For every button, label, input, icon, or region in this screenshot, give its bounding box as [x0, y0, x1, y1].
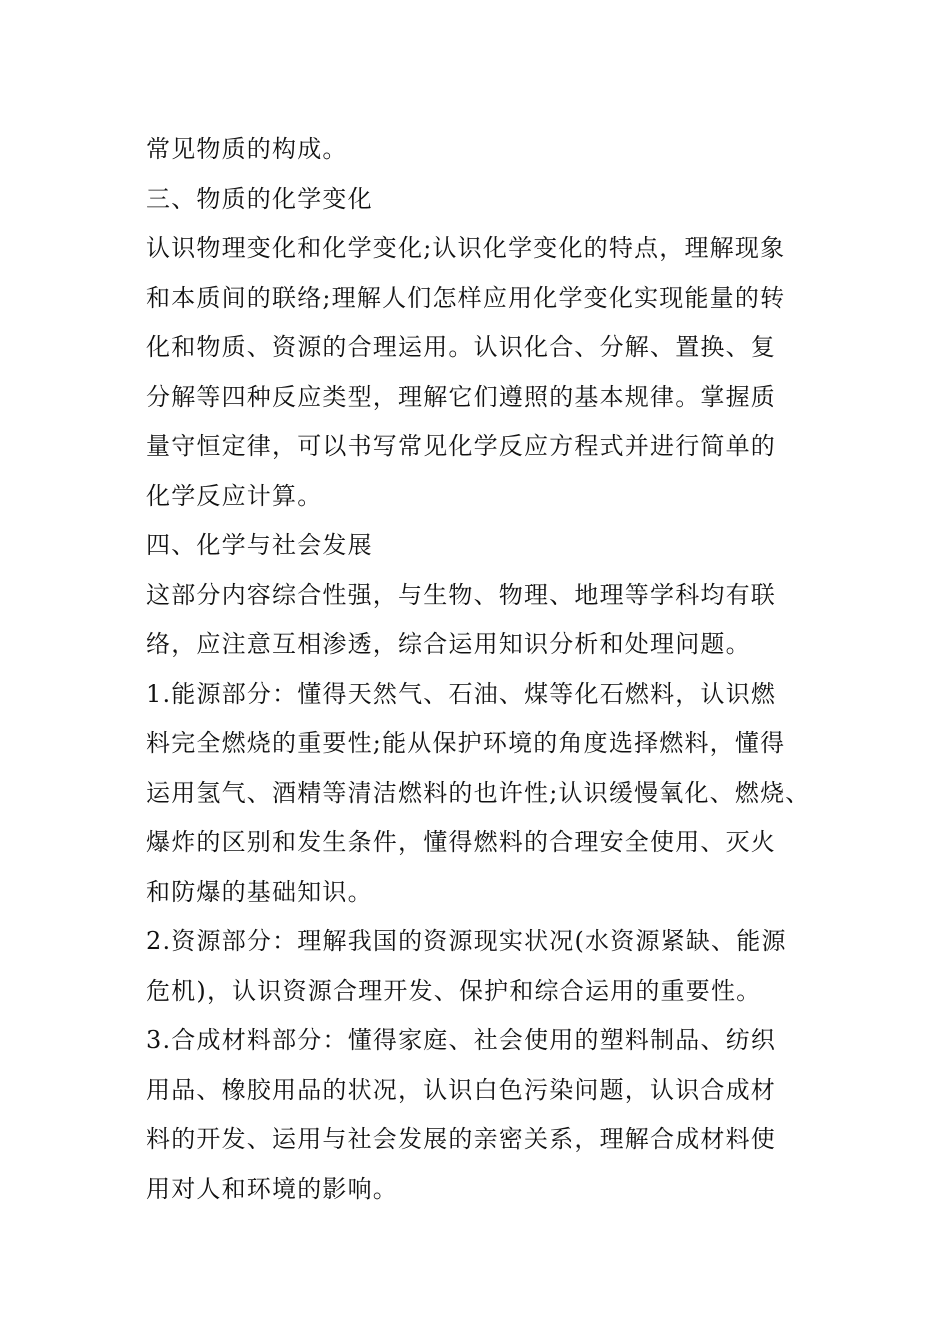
text-line: 量守恒定律，可以书写常见化学反应方程式并进行简单的 [146, 432, 776, 460]
section-heading: 四、化学与社会发展 [146, 531, 373, 559]
text-line: 和本质间的联络;理解人们怎样应用化学变化实现能量的转 [146, 283, 786, 312]
text-line: 络，应注意互相渗透，综合运用知识分析和处理问题。 [146, 630, 751, 658]
section-heading: 三、物质的化学变化 [146, 184, 373, 213]
text-line: 化学反应计算。 [146, 481, 323, 510]
text-line: 用对人和环境的影响。 [146, 1174, 398, 1203]
text-line: 常见物质的构成。 [146, 135, 348, 163]
text-line: 这部分内容综合性强，与生物、物理、地理等学科均有联 [146, 580, 776, 609]
list-item-materials: 3.合成材料部分：懂得家庭、社会使用的塑料制品、纺织 [146, 1026, 777, 1054]
text-line: 用品、橡胶用品的状况，认识白色污染问题，认识合成材 [146, 1075, 776, 1104]
text-line: 和防爆的基础知识。 [146, 877, 373, 906]
list-item-energy: 1.能源部分：懂得天然气、石油、煤等化石燃料，认识燃 [146, 679, 777, 708]
text-line: 爆炸的区别和发生条件，懂得燃料的合理安全使用、灭火 [146, 828, 776, 856]
text-line: 分解等四种反应类型，理解它们遵照的基本规律。掌握质 [146, 382, 776, 411]
text-line: 危机)，认识资源合理开发、保护和综合运用的重要性。 [146, 976, 762, 1005]
text-line: 化和物质、资源的合理运用。认识化合、分解、置换、复 [146, 333, 776, 361]
text-line: 认识物理变化和化学变化;认识化学变化的特点，理解现象 [146, 234, 786, 262]
body-text [146, 125, 846, 1214]
text-line: 料完全燃烧的重要性;能从保护环境的角度选择燃料，懂得 [146, 729, 786, 757]
text-line: 运用氢气、酒精等清洁燃料的也许性;认识缓慢氧化、燃烧、 [146, 778, 811, 807]
text-line: 料的开发、运用与社会发展的亲密关系，理解合成材料使 [146, 1125, 776, 1153]
list-item-resources: 2.资源部分：理解我国的资源现实状况(水资源紧缺、能源 [146, 927, 787, 955]
